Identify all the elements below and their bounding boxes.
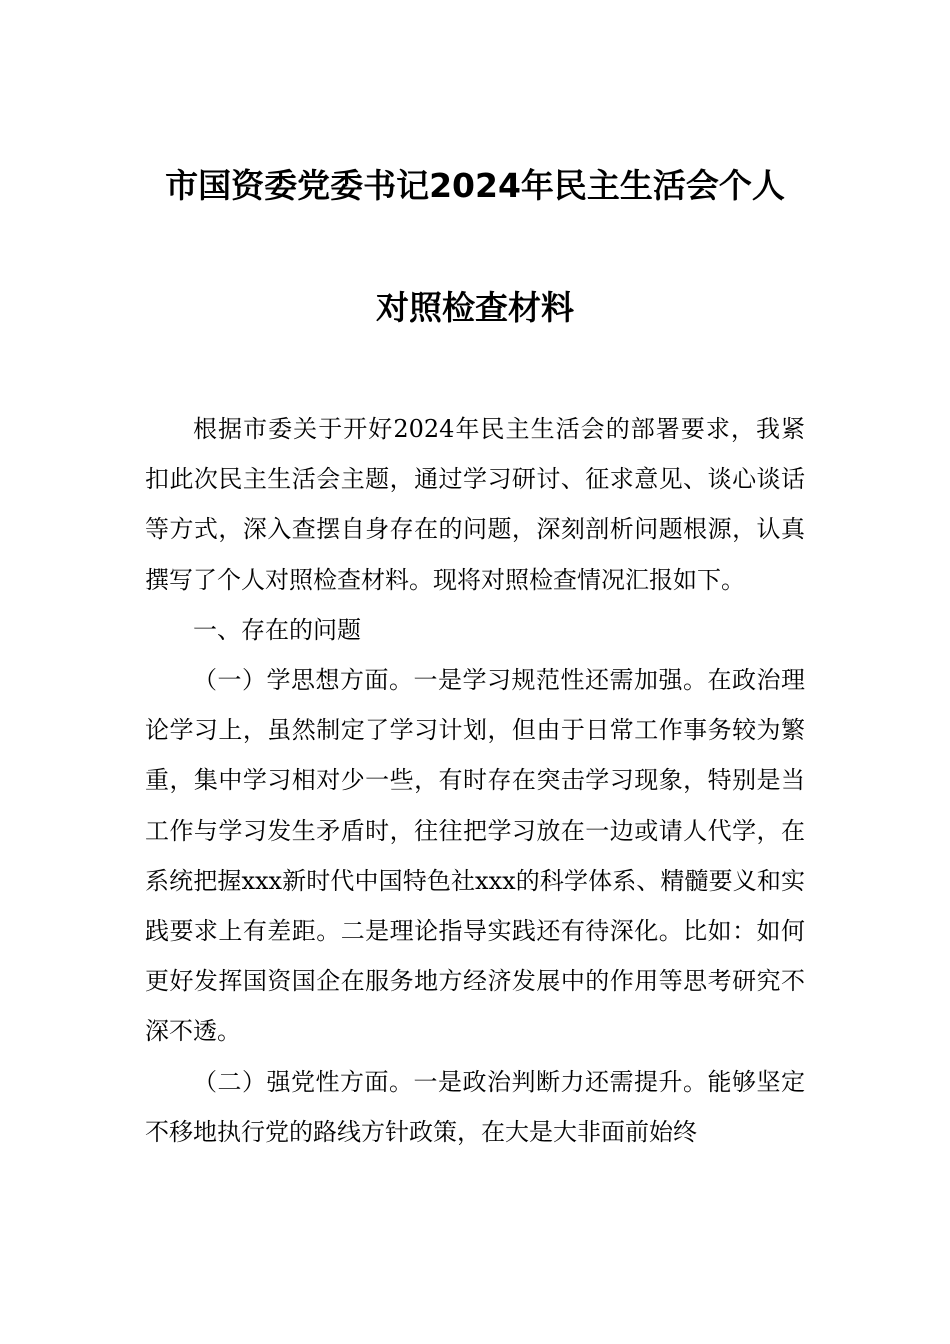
paragraph-party-spirit: （二）强党性方面。一是政治判断力还需提升。能够坚定不移地执行党的路线方针政策，在大是大非面前始终: [145, 1067, 805, 1146]
paragraph-study-thought: （一）学思想方面。一是学习规范性还需加强。在政治理论学习上，虽然制定了学习计划，但由于日常工作事务较为繁重，集中学习相对少一些，有时存在突击学习现象，特别是当工作与学习发生矛盾时，往往把学习放在一边或请人代学，在系统把握xxx新时代中国特色社xxx的科学体系、精髓要义和实践要求上有差距。二是理论指导实践还有待深化。比如：如何更好发挥国资国企在服务地方经济发展中的作用等思考研究不深不透。: [145, 666, 805, 1046]
section-heading-problems: 一、存在的问题: [193, 615, 361, 644]
document-title-line-1: 市国资委党委书记2024年民主生活会个人: [165, 166, 785, 205]
intro-paragraph: 根据市委关于开好2024年民主生活会的部署要求，我紧扣此次民主生活会主题，通过学习研讨、征求意见、谈心谈话等方式，深入查摆自身存在的问题，深刻剖析问题根源，认真撰写了个人对照检查材料。现将对照检查情况汇报如下。: [145, 415, 805, 594]
document-body: [145, 404, 805, 1157]
document-title-line-2: 对照检查材料: [376, 288, 574, 327]
